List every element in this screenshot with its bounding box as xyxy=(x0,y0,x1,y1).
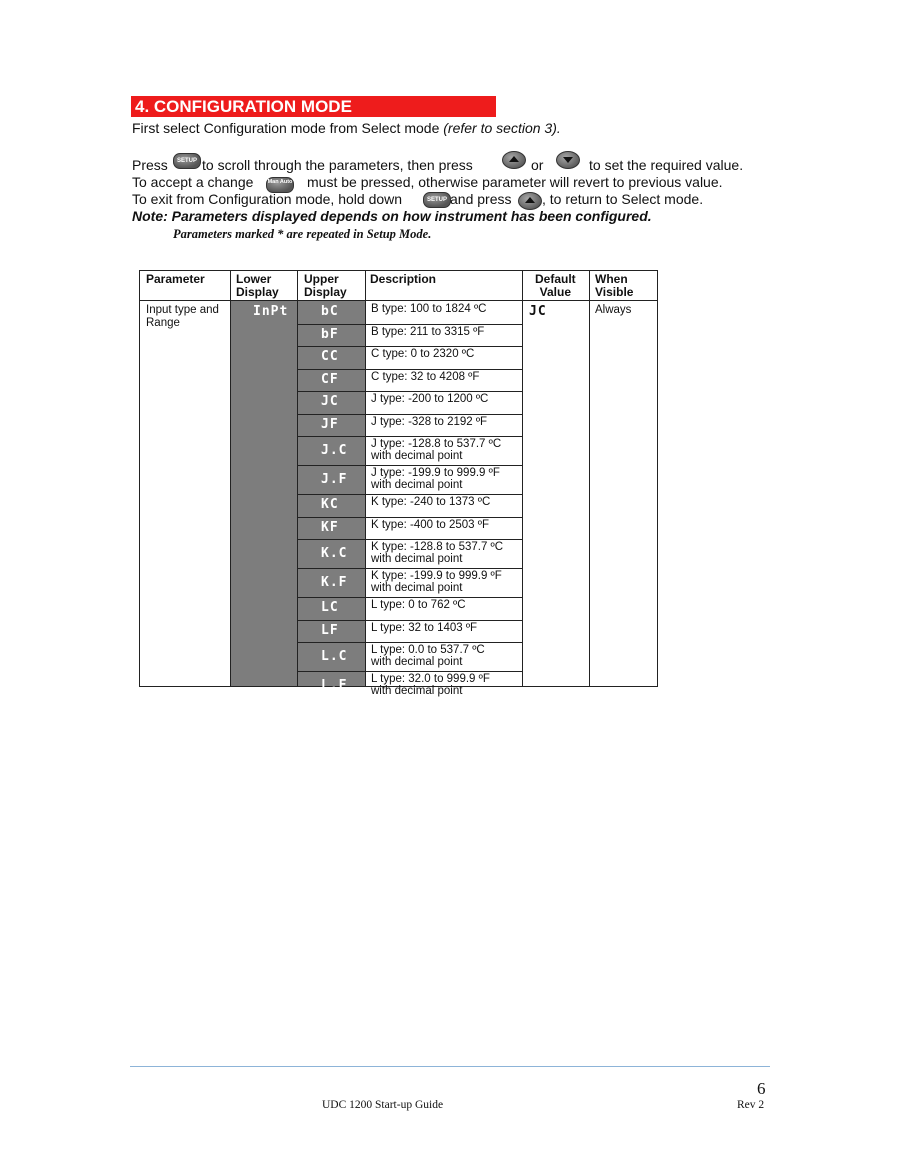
range-description-line: L type: 0.0 to 537.7 ºC xyxy=(371,644,485,656)
up-arrow-button-icon xyxy=(502,151,526,169)
row-divider xyxy=(298,414,523,415)
down-arrow-button-icon xyxy=(556,151,580,169)
upper-display-value: KC xyxy=(321,497,339,513)
header-lower-1: Lower xyxy=(236,272,272,286)
range-description xyxy=(371,496,490,508)
header-when-2: Visible xyxy=(595,285,634,299)
header-default-2: Value xyxy=(539,285,572,299)
header-lower-2: Display xyxy=(236,285,279,299)
upper-display-value: L.F xyxy=(321,677,348,693)
range-description-line: C type: 32 to 4208 ºF xyxy=(371,370,480,383)
range-description xyxy=(371,416,487,428)
range-description-line: J type: -199.9 to 999.9 ºF xyxy=(371,467,500,479)
header-lower xyxy=(236,271,279,299)
accept-text-a: To accept a change xyxy=(132,174,254,190)
press-line xyxy=(132,157,168,174)
intro-line xyxy=(132,120,561,137)
range-description xyxy=(371,467,500,491)
range-description xyxy=(371,519,489,531)
range-description-line: K type: -199.9 to 999.9 ºF xyxy=(371,570,502,582)
range-description xyxy=(371,393,488,405)
row-divider xyxy=(298,436,523,437)
upper-display-value: CF xyxy=(321,371,339,387)
range-description xyxy=(371,622,477,634)
range-description-line: with decimal point xyxy=(371,553,463,565)
scroll-text: to scroll through the parameters, then press xyxy=(202,157,473,173)
column-divider xyxy=(589,271,590,686)
range-description-line: J type: -128.8 to 537.7 ºC xyxy=(371,438,502,450)
intro-text: First select Configuration mode from Select mode xyxy=(132,120,444,136)
range-description-line: B type: 211 to 3315 ºF xyxy=(371,325,485,338)
range-description xyxy=(371,303,486,315)
range-description-line: B type: 100 to 1824 ºC xyxy=(371,303,487,315)
range-description-line: with decimal point xyxy=(371,450,463,462)
exit-text-c: , to return to Select mode. xyxy=(542,191,704,207)
range-description xyxy=(371,438,501,462)
parameter-name-2: Range xyxy=(146,317,180,329)
upper-display-value: bC xyxy=(321,304,339,320)
man-auto-button-icon: Man Auto xyxy=(266,177,294,193)
footer-title: UDC 1200 Start-up Guide xyxy=(322,1099,444,1111)
note-bold: Note: Parameters displayed depends on how instrument has been configured. xyxy=(132,208,652,224)
row-divider xyxy=(298,324,523,325)
upper-display-value: K.F xyxy=(321,574,348,590)
range-description-line: K type: -128.8 to 537.7 ºC xyxy=(371,541,504,553)
range-description xyxy=(371,371,479,383)
range-description-line: L type: 32 to 1403 ºF xyxy=(371,621,478,634)
row-divider xyxy=(298,671,523,672)
or-text: or xyxy=(531,157,544,173)
upper-display-value: J.C xyxy=(321,442,348,458)
header-upper-2: Display xyxy=(304,285,347,299)
set-value-text: to set the required value. xyxy=(589,157,744,173)
intro-ref: (refer to section 3). xyxy=(443,120,561,136)
accept-text-b: must be pressed, otherwise parameter will revert to previous value. xyxy=(307,174,723,190)
upper-display-value: bF xyxy=(321,326,339,342)
range-description-line: with decimal point xyxy=(371,656,463,668)
row-divider xyxy=(298,568,523,569)
header-when xyxy=(595,271,633,299)
upper-display-value: K.C xyxy=(321,545,348,561)
parameter-table xyxy=(139,270,658,697)
upper-display-value: JF xyxy=(321,416,339,432)
range-description-line: K type: -240 to 1373 ºC xyxy=(371,496,491,508)
column-divider xyxy=(365,271,366,686)
footer-rule xyxy=(130,1066,770,1067)
header-default xyxy=(535,271,576,299)
range-description-line: L type: 0 to 762 ºC xyxy=(371,599,466,611)
column-divider xyxy=(297,271,298,686)
range-description xyxy=(371,570,502,594)
row-divider xyxy=(298,494,523,495)
header-upper xyxy=(304,271,347,299)
upper-display-value: L.C xyxy=(321,648,348,664)
note-setup-mode: Parameters marked * are repeated in Setup Mode. xyxy=(173,227,432,241)
range-description-line: with decimal point xyxy=(371,582,463,594)
header-divider xyxy=(140,300,657,301)
column-divider xyxy=(522,271,523,686)
range-description-line: L type: 32.0 to 999.9 ºF xyxy=(371,673,490,685)
lower-display-column xyxy=(231,301,298,686)
row-divider xyxy=(298,620,523,621)
parameter-name-1: Input type and xyxy=(146,304,219,316)
header-description: Description xyxy=(370,272,437,286)
upper-display-value: J.F xyxy=(321,471,348,487)
upper-display-value: KF xyxy=(321,519,339,535)
section-title: 4. CONFIGURATION MODE xyxy=(131,96,496,117)
range-description xyxy=(371,326,484,338)
range-description xyxy=(371,673,490,697)
upper-display-value: JC xyxy=(321,394,339,410)
row-divider xyxy=(298,517,523,518)
page-number: 6 xyxy=(757,1079,766,1098)
row-divider xyxy=(298,642,523,643)
range-description-line: K type: -400 to 2503 ºF xyxy=(371,518,489,531)
setup-button-icon-2: SETUP xyxy=(423,192,451,208)
range-description xyxy=(371,644,485,668)
when-visible-value: Always xyxy=(595,304,632,316)
row-divider xyxy=(298,391,523,392)
range-description-line: J type: -200 to 1200 ºC xyxy=(371,393,489,405)
exit-text-a: To exit from Configuration mode, hold down xyxy=(132,191,403,207)
upper-display-value: CC xyxy=(321,349,339,365)
range-description xyxy=(371,599,466,611)
upper-display-value: LC xyxy=(321,600,339,616)
press-text: Press xyxy=(132,157,168,173)
default-value: JC xyxy=(529,304,547,319)
row-divider xyxy=(298,369,523,370)
column-divider xyxy=(230,271,231,686)
row-divider xyxy=(298,465,523,466)
range-description-line: C type: 0 to 2320 ºC xyxy=(371,348,475,360)
row-divider xyxy=(298,346,523,347)
range-description xyxy=(371,348,474,360)
lower-display-value: InPt xyxy=(253,304,289,319)
header-when-1: When xyxy=(595,272,628,286)
setup-button-icon: SETUP xyxy=(173,153,201,169)
range-description xyxy=(371,541,503,565)
range-description-line: J type: -328 to 2192 ºF xyxy=(371,415,488,428)
range-description-line: with decimal point xyxy=(371,479,463,491)
range-description-line: with decimal point xyxy=(371,685,463,697)
header-default-1: Default xyxy=(535,272,576,286)
exit-text-b: and press xyxy=(450,191,512,207)
header-upper-1: Upper xyxy=(304,272,339,286)
row-divider xyxy=(298,597,523,598)
footer-revision: Rev 2 xyxy=(737,1099,765,1111)
parameter-name xyxy=(146,304,219,330)
upper-display-value: LF xyxy=(321,622,339,638)
row-divider xyxy=(298,539,523,540)
header-parameter: Parameter xyxy=(146,272,205,286)
